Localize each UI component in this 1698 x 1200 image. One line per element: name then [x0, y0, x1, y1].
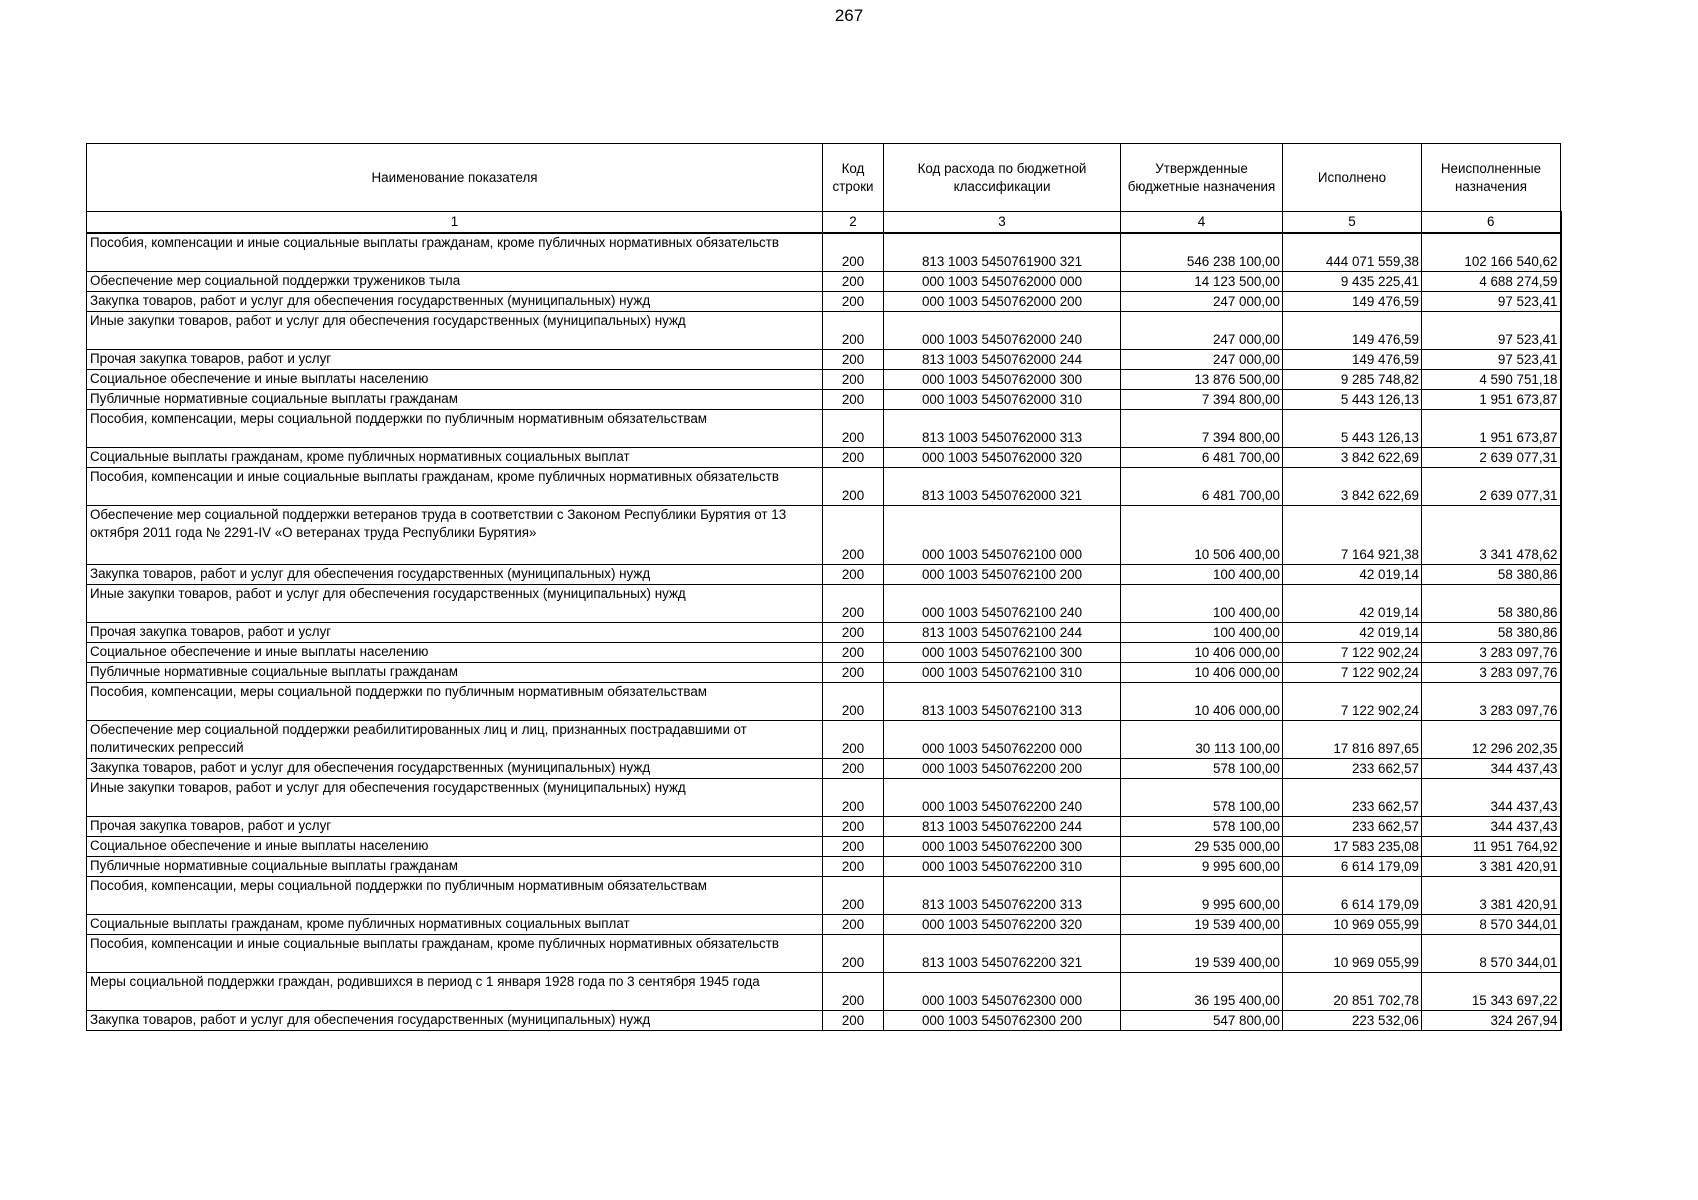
table-row [87, 233, 1561, 271]
executed-amount-cell: 5 443 126,13 [1283, 409, 1422, 447]
unexecuted-amount-cell: 1 951 673,87 [1422, 389, 1561, 409]
unexecuted-amount-cell: 102 166 540,62 [1422, 233, 1561, 271]
table-row [87, 564, 1561, 584]
unexecuted-amount-cell: 344 437,43 [1422, 778, 1561, 816]
budget-code-cell: 000 1003 5450762100 240 [884, 584, 1121, 622]
executed-amount-cell: 42 019,14 [1283, 622, 1422, 642]
executed-amount-cell: 6 614 179,09 [1283, 856, 1422, 876]
line-code-cell: 200 [823, 934, 884, 972]
budget-code-cell: 813 1003 5450762000 244 [884, 349, 1121, 369]
indicator-name-cell: Закупка товаров, работ и услуг для обеспечения государственных (муниципальных) нужд [87, 291, 823, 311]
approved-amount-cell: 9 995 600,00 [1121, 856, 1283, 876]
unexecuted-amount-cell: 1 951 673,87 [1422, 409, 1561, 447]
indicator-name-cell: Пособия, компенсации и иные социальные выплаты гражданам, кроме публичных нормативных обязательств [87, 233, 823, 271]
approved-amount-cell: 7 394 800,00 [1121, 389, 1283, 409]
budget-code-cell: 813 1003 5450762000 321 [884, 467, 1121, 505]
table-row [87, 856, 1561, 876]
indicator-name-cell: Прочая закупка товаров, работ и услуг [87, 816, 823, 836]
line-code-cell: 200 [823, 972, 884, 1010]
executed-amount-cell: 3 842 622,69 [1283, 467, 1422, 505]
line-code-cell: 200 [823, 1010, 884, 1030]
budget-code-cell: 000 1003 5450762000 300 [884, 369, 1121, 389]
approved-amount-cell: 29 535 000,00 [1121, 836, 1283, 856]
table-row [87, 271, 1561, 291]
line-code-cell: 200 [823, 233, 884, 271]
table-row [87, 622, 1561, 642]
budget-code-cell: 000 1003 5450762300 200 [884, 1010, 1121, 1030]
executed-amount-cell: 7 122 902,24 [1283, 682, 1422, 720]
indicator-name-cell: Обеспечение мер социальной поддержки тружеников тыла [87, 271, 823, 291]
table-row [87, 389, 1561, 409]
unexecuted-amount-cell: 3 283 097,76 [1422, 642, 1561, 662]
budget-code-cell: 813 1003 5450762100 313 [884, 682, 1121, 720]
budget-code-cell: 000 1003 5450762000 310 [884, 389, 1121, 409]
line-code-cell: 200 [823, 622, 884, 642]
indicator-name-cell: Прочая закупка товаров, работ и услуг [87, 349, 823, 369]
unexecuted-amount-cell: 12 296 202,35 [1422, 720, 1561, 758]
table-row [87, 291, 1561, 311]
unexecuted-amount-cell: 2 639 077,31 [1422, 467, 1561, 505]
unexecuted-amount-cell: 58 380,86 [1422, 622, 1561, 642]
line-code-cell: 200 [823, 720, 884, 758]
budget-code-cell: 813 1003 5450762000 313 [884, 409, 1121, 447]
approved-amount-cell: 7 394 800,00 [1121, 409, 1283, 447]
executed-amount-cell: 9 435 225,41 [1283, 271, 1422, 291]
header-indicator-name: Наименование показателя [87, 144, 823, 212]
line-code-cell: 200 [823, 564, 884, 584]
indicator-name-cell: Обеспечение мер социальной поддержки ветеранов труда в соответствии с Законом Республики Бурятия от 13 октября 2011 года № 2291-IV «О ветеранах труда Республики Бурятия» [87, 505, 823, 564]
approved-amount-cell: 13 876 500,00 [1121, 369, 1283, 389]
budget-code-cell: 000 1003 5450762000 320 [884, 447, 1121, 467]
unexecuted-amount-cell: 97 523,41 [1422, 349, 1561, 369]
indicator-name-cell: Пособия, компенсации, меры социальной поддержки по публичным нормативным обязательствам [87, 682, 823, 720]
unexecuted-amount-cell: 3 381 420,91 [1422, 856, 1561, 876]
line-code-cell: 200 [823, 505, 884, 564]
executed-amount-cell: 149 476,59 [1283, 311, 1422, 349]
line-code-cell: 200 [823, 642, 884, 662]
table-row [87, 1010, 1561, 1030]
approved-amount-cell: 6 481 700,00 [1121, 447, 1283, 467]
unexecuted-amount-cell: 4 688 274,59 [1422, 271, 1561, 291]
executed-amount-cell: 20 851 702,78 [1283, 972, 1422, 1010]
executed-amount-cell: 42 019,14 [1283, 564, 1422, 584]
executed-amount-cell: 444 071 559,38 [1283, 233, 1422, 271]
table-row [87, 349, 1561, 369]
budget-code-cell: 000 1003 5450762000 200 [884, 291, 1121, 311]
unexecuted-amount-cell: 3 381 420,91 [1422, 876, 1561, 914]
table-row [87, 662, 1561, 682]
approved-amount-cell: 578 100,00 [1121, 778, 1283, 816]
approved-amount-cell: 36 195 400,00 [1121, 972, 1283, 1010]
budget-code-cell: 000 1003 5450762200 000 [884, 720, 1121, 758]
executed-amount-cell: 10 969 055,99 [1283, 934, 1422, 972]
budget-code-cell: 000 1003 5450762100 000 [884, 505, 1121, 564]
table-row [87, 816, 1561, 836]
unexecuted-amount-cell: 344 437,43 [1422, 816, 1561, 836]
column-number: 1 [87, 212, 823, 234]
indicator-name-cell: Иные закупки товаров, работ и услуг для обеспечения государственных (муниципальных) нужд [87, 311, 823, 349]
approved-amount-cell: 9 995 600,00 [1121, 876, 1283, 914]
line-code-cell: 200 [823, 584, 884, 622]
table-row [87, 409, 1561, 447]
line-code-cell: 200 [823, 291, 884, 311]
budget-code-cell: 000 1003 5450762200 310 [884, 856, 1121, 876]
unexecuted-amount-cell: 15 343 697,22 [1422, 972, 1561, 1010]
table-row [87, 369, 1561, 389]
approved-amount-cell: 578 100,00 [1121, 816, 1283, 836]
indicator-name-cell: Пособия, компенсации и иные социальные выплаты гражданам, кроме публичных нормативных обязательств [87, 934, 823, 972]
indicator-name-cell: Пособия, компенсации, меры социальной поддержки по публичным нормативным обязательствам [87, 876, 823, 914]
line-code-cell: 200 [823, 349, 884, 369]
approved-amount-cell: 10 406 000,00 [1121, 682, 1283, 720]
executed-amount-cell: 149 476,59 [1283, 291, 1422, 311]
approved-amount-cell: 100 400,00 [1121, 584, 1283, 622]
table-row [87, 758, 1561, 778]
column-number: 2 [823, 212, 884, 234]
table-row [87, 584, 1561, 622]
budget-code-cell: 813 1003 5450762100 244 [884, 622, 1121, 642]
approved-amount-cell: 14 123 500,00 [1121, 271, 1283, 291]
indicator-name-cell: Меры социальной поддержки граждан, родившихся в период с 1 января 1928 года по 3 сентября 1945 года [87, 972, 823, 1010]
executed-amount-cell: 5 443 126,13 [1283, 389, 1422, 409]
header-line-code: Код строки [823, 144, 884, 212]
unexecuted-amount-cell: 4 590 751,18 [1422, 369, 1561, 389]
column-number: 3 [884, 212, 1121, 234]
budget-code-cell: 000 1003 5450762100 300 [884, 642, 1121, 662]
approved-amount-cell: 19 539 400,00 [1121, 934, 1283, 972]
line-code-cell: 200 [823, 467, 884, 505]
line-code-cell: 200 [823, 369, 884, 389]
table-row [87, 876, 1561, 914]
header-approved-appropriations: Утвержденные бюджетные назначения [1121, 144, 1283, 212]
executed-amount-cell: 7 122 902,24 [1283, 642, 1422, 662]
indicator-name-cell: Социальные выплаты гражданам, кроме публичных нормативных социальных выплат [87, 914, 823, 934]
table-row [87, 467, 1561, 505]
table-row [87, 682, 1561, 720]
indicator-name-cell: Иные закупки товаров, работ и услуг для обеспечения государственных (муниципальных) нужд [87, 778, 823, 816]
line-code-cell: 200 [823, 758, 884, 778]
executed-amount-cell: 6 614 179,09 [1283, 876, 1422, 914]
table-header-row [87, 144, 1561, 212]
approved-amount-cell: 247 000,00 [1121, 311, 1283, 349]
approved-amount-cell: 247 000,00 [1121, 349, 1283, 369]
approved-amount-cell: 30 113 100,00 [1121, 720, 1283, 758]
indicator-name-cell: Социальное обеспечение и иные выплаты населению [87, 836, 823, 856]
executed-amount-cell: 10 969 055,99 [1283, 914, 1422, 934]
budget-code-cell: 000 1003 5450762300 000 [884, 972, 1121, 1010]
approved-amount-cell: 546 238 100,00 [1121, 233, 1283, 271]
line-code-cell: 200 [823, 682, 884, 720]
indicator-name-cell: Обеспечение мер социальной поддержки реабилитированных лиц и лиц, признанных пострадавшими от политических репрессий [87, 720, 823, 758]
line-code-cell: 200 [823, 876, 884, 914]
table-row [87, 311, 1561, 349]
executed-amount-cell: 233 662,57 [1283, 778, 1422, 816]
executed-amount-cell: 17 816 897,65 [1283, 720, 1422, 758]
approved-amount-cell: 10 406 000,00 [1121, 662, 1283, 682]
budget-code-cell: 000 1003 5450762000 000 [884, 271, 1121, 291]
budget-code-cell: 813 1003 5450762200 244 [884, 816, 1121, 836]
budget-code-cell: 813 1003 5450761900 321 [884, 233, 1121, 271]
approved-amount-cell: 10 506 400,00 [1121, 505, 1283, 564]
line-code-cell: 200 [823, 662, 884, 682]
line-code-cell: 200 [823, 389, 884, 409]
budget-code-cell: 000 1003 5450762200 200 [884, 758, 1121, 778]
line-code-cell: 200 [823, 311, 884, 349]
budget-code-cell: 813 1003 5450762200 321 [884, 934, 1121, 972]
column-number: 6 [1422, 212, 1561, 234]
budget-code-cell: 813 1003 5450762200 313 [884, 876, 1121, 914]
line-code-cell: 200 [823, 856, 884, 876]
line-code-cell: 200 [823, 816, 884, 836]
indicator-name-cell: Закупка товаров, работ и услуг для обеспечения государственных (муниципальных) нужд [87, 758, 823, 778]
table-row [87, 934, 1561, 972]
approved-amount-cell: 6 481 700,00 [1121, 467, 1283, 505]
approved-amount-cell: 247 000,00 [1121, 291, 1283, 311]
executed-amount-cell: 149 476,59 [1283, 349, 1422, 369]
approved-amount-cell: 578 100,00 [1121, 758, 1283, 778]
unexecuted-amount-cell: 8 570 344,01 [1422, 914, 1561, 934]
executed-amount-cell: 233 662,57 [1283, 816, 1422, 836]
column-number: 5 [1283, 212, 1422, 234]
executed-amount-cell: 7 122 902,24 [1283, 662, 1422, 682]
column-number-row [87, 212, 1561, 234]
line-code-cell: 200 [823, 914, 884, 934]
indicator-name-cell: Иные закупки товаров, работ и услуг для обеспечения государственных (муниципальных) нужд [87, 584, 823, 622]
unexecuted-amount-cell: 3 283 097,76 [1422, 662, 1561, 682]
unexecuted-amount-cell: 11 951 764,92 [1422, 836, 1561, 856]
header-executed: Исполнено [1283, 144, 1422, 212]
line-code-cell: 200 [823, 271, 884, 291]
table-row [87, 447, 1561, 467]
table-row [87, 720, 1561, 758]
indicator-name-cell: Публичные нормативные социальные выплаты гражданам [87, 856, 823, 876]
unexecuted-amount-cell: 3 341 478,62 [1422, 505, 1561, 564]
indicator-name-cell: Публичные нормативные социальные выплаты гражданам [87, 389, 823, 409]
unexecuted-amount-cell: 324 267,94 [1422, 1010, 1561, 1030]
unexecuted-amount-cell: 344 437,43 [1422, 758, 1561, 778]
approved-amount-cell: 10 406 000,00 [1121, 642, 1283, 662]
indicator-name-cell: Закупка товаров, работ и услуг для обеспечения государственных (муниципальных) нужд [87, 564, 823, 584]
unexecuted-amount-cell: 58 380,86 [1422, 584, 1561, 622]
page-number: 267 [834, 6, 864, 25]
unexecuted-amount-cell: 58 380,86 [1422, 564, 1561, 584]
approved-amount-cell: 100 400,00 [1121, 622, 1283, 642]
executed-amount-cell: 9 285 748,82 [1283, 369, 1422, 389]
table-row [87, 914, 1561, 934]
table-row [87, 642, 1561, 662]
budget-code-cell: 000 1003 5450762000 240 [884, 311, 1121, 349]
line-code-cell: 200 [823, 836, 884, 856]
budget-code-cell: 000 1003 5450762100 310 [884, 662, 1121, 682]
budget-code-cell: 000 1003 5450762200 320 [884, 914, 1121, 934]
budget-code-cell: 000 1003 5450762200 240 [884, 778, 1121, 816]
line-code-cell: 200 [823, 447, 884, 467]
indicator-name-cell: Социальное обеспечение и иные выплаты населению [87, 369, 823, 389]
executed-amount-cell: 223 532,06 [1283, 1010, 1422, 1030]
column-number: 4 [1121, 212, 1283, 234]
line-code-cell: 200 [823, 778, 884, 816]
indicator-name-cell: Социальные выплаты гражданам, кроме публичных нормативных социальных выплат [87, 447, 823, 467]
table-row [87, 505, 1561, 564]
unexecuted-amount-cell: 3 283 097,76 [1422, 682, 1561, 720]
unexecuted-amount-cell: 2 639 077,31 [1422, 447, 1561, 467]
budget-execution-table [86, 143, 1562, 1031]
unexecuted-amount-cell: 8 570 344,01 [1422, 934, 1561, 972]
executed-amount-cell: 17 583 235,08 [1283, 836, 1422, 856]
unexecuted-amount-cell: 97 523,41 [1422, 291, 1561, 311]
header-unexecuted-appropriations: Неисполненные назначения [1422, 144, 1561, 212]
indicator-name-cell: Пособия, компенсации и иные социальные выплаты гражданам, кроме публичных нормативных обязательств [87, 467, 823, 505]
executed-amount-cell: 42 019,14 [1283, 584, 1422, 622]
approved-amount-cell: 19 539 400,00 [1121, 914, 1283, 934]
executed-amount-cell: 3 842 622,69 [1283, 447, 1422, 467]
indicator-name-cell: Закупка товаров, работ и услуг для обеспечения государственных (муниципальных) нужд [87, 1010, 823, 1030]
indicator-name-cell: Социальное обеспечение и иные выплаты населению [87, 642, 823, 662]
unexecuted-amount-cell: 97 523,41 [1422, 311, 1561, 349]
indicator-name-cell: Публичные нормативные социальные выплаты гражданам [87, 662, 823, 682]
approved-amount-cell: 100 400,00 [1121, 564, 1283, 584]
table-row [87, 972, 1561, 1010]
table-row [87, 778, 1561, 816]
budget-code-cell: 000 1003 5450762100 200 [884, 564, 1121, 584]
executed-amount-cell: 233 662,57 [1283, 758, 1422, 778]
executed-amount-cell: 7 164 921,38 [1283, 505, 1422, 564]
budget-code-cell: 000 1003 5450762200 300 [884, 836, 1121, 856]
approved-amount-cell: 547 800,00 [1121, 1010, 1283, 1030]
table-row [87, 836, 1561, 856]
indicator-name-cell: Прочая закупка товаров, работ и услуг [87, 622, 823, 642]
header-budget-classification-code: Код расхода по бюджетной классификации [884, 144, 1121, 212]
line-code-cell: 200 [823, 409, 884, 447]
indicator-name-cell: Пособия, компенсации, меры социальной поддержки по публичным нормативным обязательствам [87, 409, 823, 447]
